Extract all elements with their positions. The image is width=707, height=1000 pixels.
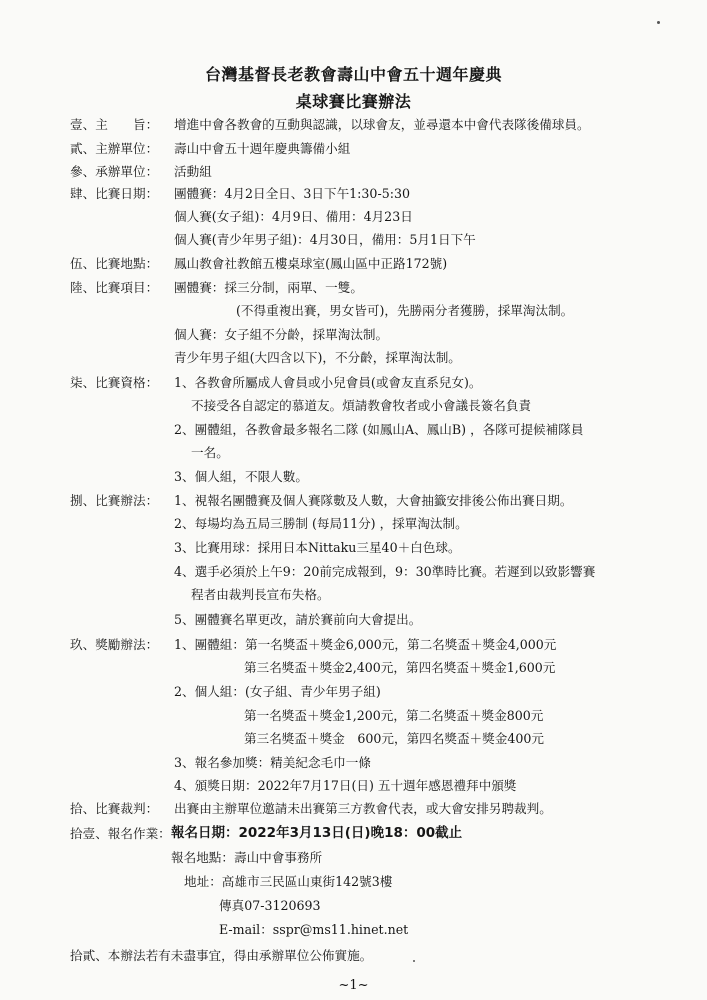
method-line: 5、團體賽名單更改，請於賽前向大會提出。 [174, 612, 422, 627]
method-line: 程者由裁判長宣布失格。 [191, 587, 330, 602]
awards-line: 第三名獎盃＋獎金2,400元，第四名獎盃＋獎金1,600元 [244, 660, 556, 675]
awards-label: 玖、獎勵辦法： [70, 637, 159, 652]
registration-line: 傳真07-3120693 [219, 898, 321, 913]
dates-line: 個人賽(女子組)：4月9日、備用：4月23日 [174, 209, 413, 224]
awards-line: 4、頒獎日期：2022年7月17日(日) 五十週年感恩禮拜中頒獎 [174, 778, 517, 793]
eligibility-line: 一名。 [191, 445, 229, 460]
executor-text: 活動組 [174, 164, 212, 179]
events-line: (不得重複出賽，男女皆可)，先勝兩分者獲勝，採單淘汰制。 [236, 303, 574, 318]
registration-line: 地址：高雄市三民區山東街142號3樓 [184, 874, 393, 889]
eligibility-line: 3、個人組，不限人數。 [174, 469, 308, 484]
awards-line: 2、個人組：(女子組、青少年男子組) [174, 684, 381, 699]
method-line: 4、選手必須於上午9：20前完成報到，9：30準時比賽。若遲到以致影響賽 [174, 564, 596, 579]
awards-line: 1、團體組：第一名獎盃＋獎金6,000元，第二名獎盃＋獎金4,000元 [174, 637, 557, 652]
scan-speck [413, 960, 415, 962]
referee-label: 拾、比賽裁判： [70, 801, 159, 816]
registration-line: E-mail：sspr@ms11.hinet.net [219, 922, 409, 937]
events-label: 陸、比賽項目： [70, 280, 159, 295]
registration-deadline: 報名日期：2022年3月13日(日)晚18：00截止 [171, 825, 463, 841]
dates-line: 團體賽：4月2日全日、3日下午1:30-5:30 [174, 186, 410, 201]
document-title: 台灣基督長老教會壽山中會五十週年慶典 [204, 65, 502, 84]
organizer-label: 貳、主辦單位： [70, 141, 159, 156]
scan-speck [657, 21, 660, 24]
registration-label: 拾壹、報名作業： [70, 826, 171, 841]
method-line: 1、視報名團體賽及個人賽隊數及人數，大會抽籤安排後公佈出賽日期。 [174, 493, 573, 508]
eligibility-line: 1、各教會所屬成人會員或小兒會員(或會友直系兒女)。 [174, 375, 482, 390]
method-line: 2、每場均為五局三勝制 (每局11分) ，採單淘汰制。 [174, 516, 468, 531]
venue-label: 伍、比賽地點： [70, 256, 159, 271]
dates-line: 個人賽(青少年男子組)：4月30日，備用：5月1日下午 [174, 232, 476, 247]
executor-label: 參、承辦單位： [70, 164, 159, 179]
dates-label: 肆、比賽日期： [70, 186, 159, 201]
method-line: 3、比賽用球：採用日本Nittaku三星40＋白色球。 [174, 540, 461, 555]
events-line: 個人賽：女子組不分齡，採單淘汰制。 [174, 327, 389, 342]
document-subtitle: 桌球賽比賽辦法 [295, 92, 412, 111]
method-label: 捌、比賽辦法： [70, 493, 159, 508]
purpose-text: 增進中會各教會的互動與認識，以球會友，並尋還本中會代表隊後備球員。 [174, 117, 590, 132]
venue-text: 鳳山教會社教館五樓桌球室(鳳山區中正路172號) [174, 256, 448, 271]
awards-line: 第一名獎盃＋獎金1,200元，第二名獎盃＋獎金800元 [244, 708, 544, 723]
awards-line: 3、報名參加獎：精美紀念毛巾一條 [174, 755, 371, 770]
eligibility-line: 2、團體組，各教會最多報名二隊 (如鳳山A、鳳山B) ，各隊可提候補隊員 [174, 422, 584, 437]
other-text: 拾貳、本辦法若有未盡事宜，得由承辦單位公佈實施。 [70, 948, 373, 963]
eligibility-line: 不接受各自認定的慕道友。煩請教會牧者或小會議長簽名負責 [191, 398, 532, 413]
awards-line: 第三名獎盃＋獎金 600元，第四名獎盃＋獎金400元 [244, 731, 544, 746]
page-number: ~1~ [338, 978, 369, 993]
purpose-label: 壹、主 旨： [70, 117, 159, 132]
eligibility-label: 柒、比賽資格： [70, 375, 159, 390]
organizer-text: 壽山中會五十週年慶典籌備小組 [174, 141, 351, 156]
events-line: 青少年男子組(大四含以下)，不分齡，採單淘汰制。 [174, 350, 461, 365]
registration-line: 報名地點：壽山中會事務所 [171, 850, 323, 865]
events-line: 團體賽：採三分制，兩單、一雙。 [174, 280, 363, 295]
referee-text: 出賽由主辦單位邀請未出賽第三方教會代表，或大會安排另聘裁判。 [174, 801, 552, 816]
